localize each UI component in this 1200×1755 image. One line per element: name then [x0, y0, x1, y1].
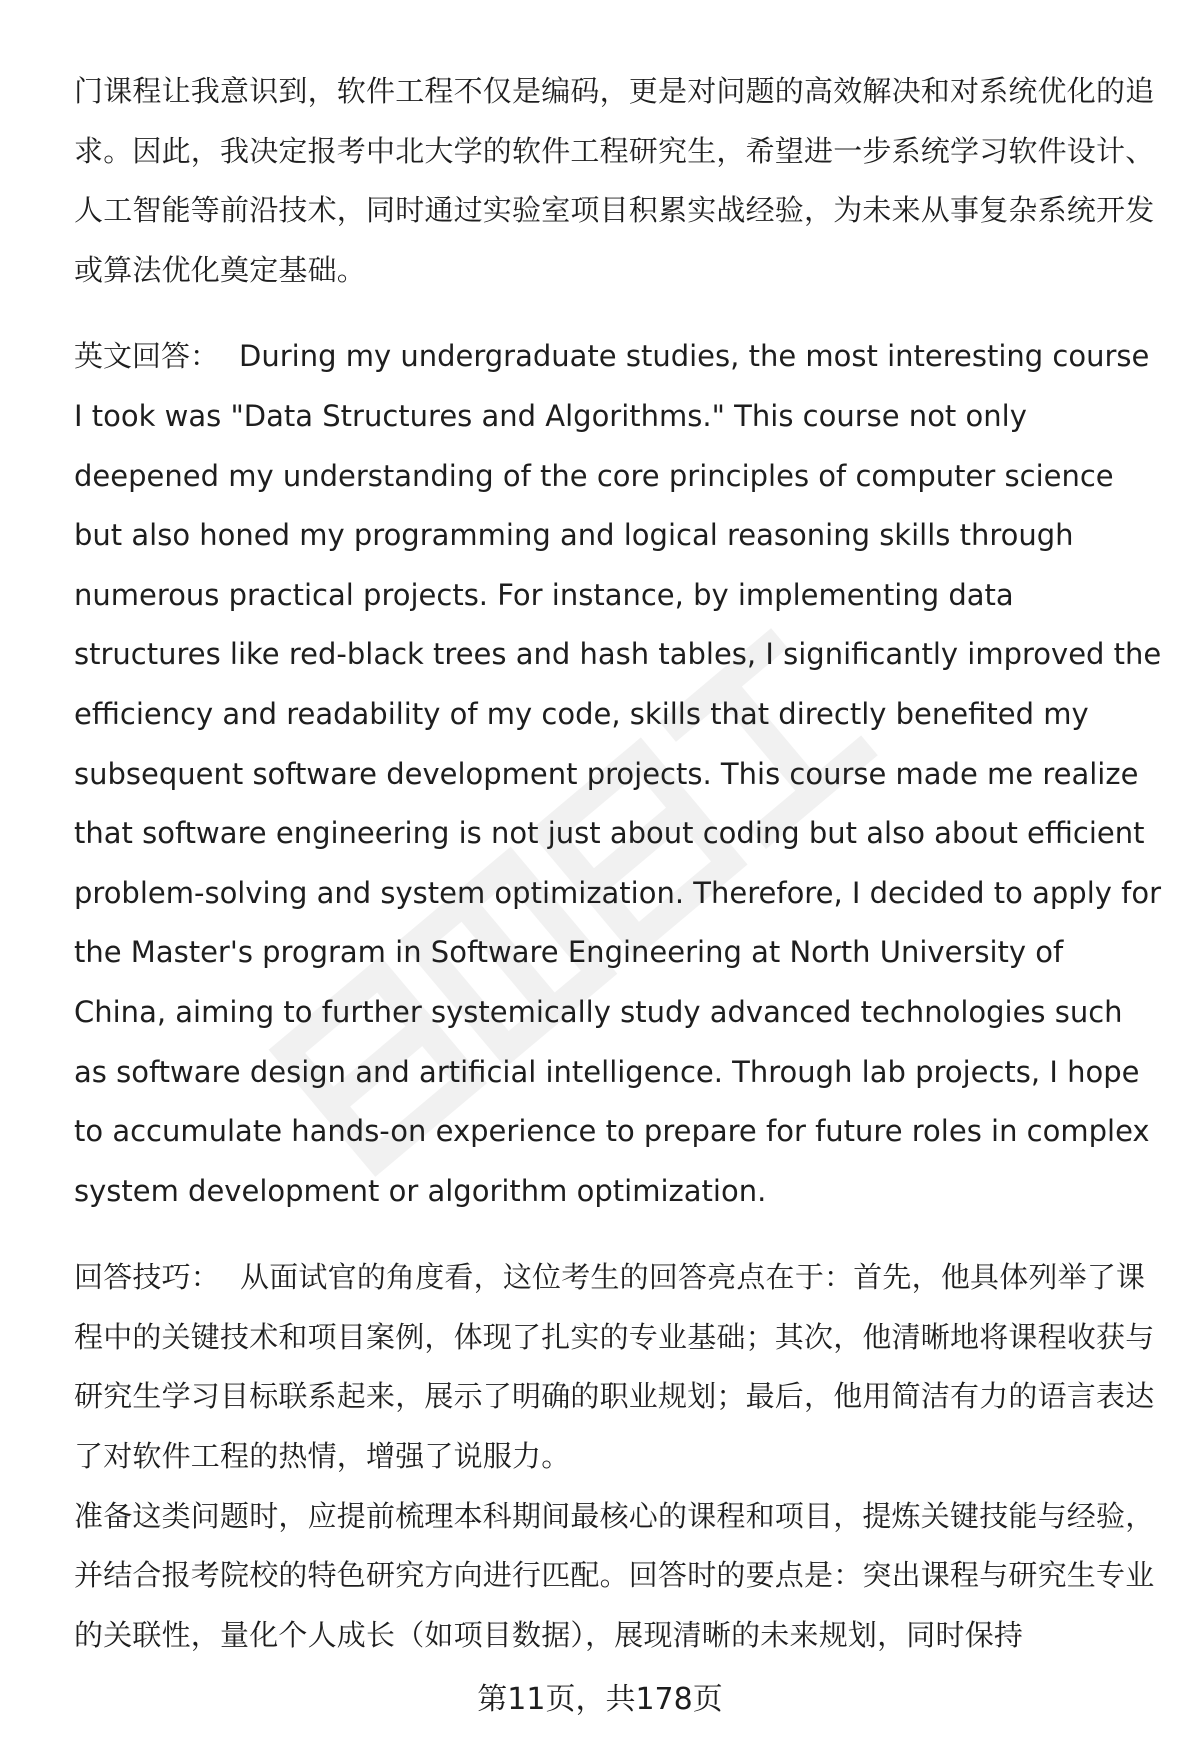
- continuation-paragraph: 门课程让我意识到，软件工程不仅是编码，更是对问题的高效解决和对系统优化的追求。因此，我决定报考中北大学的软件工程研究生，希望进一步系统学习软件设计、人工智能等前沿技术，同时通过实验室项目积累实战经验，为未来从事复杂系统开发或算法优化奠定基础。: [74, 74, 1155, 287]
- english-answer-label: 英文回答：: [74, 339, 220, 374]
- english-answer-text: During my undergraduate studies, the most interesting course I took was "Data Structures and Algorithms." This course not only deepened my understanding of the core principles of computer science but also honed my programming and logical reasoning skills through numerous practical projects. For instance, by implementing data structures like red-black trees and hash tables, I significantly improved the efficiency and readability of my code, skills that directly benefited my subsequent software development projects. This course made me realize that software engineering is not just about coding but also about efficient problem-solving and system optimization. Therefore, I decided to apply for the Master's program in Software Engineering at North University of China, aiming to further systemically study advanced technologies such as software design and artificial intelligence. Through lab projects, I hope to accumulate hands-on experience to prepare for future roles in complex system development or algorithm optimization.: [74, 339, 1162, 1208]
- document-page: [74, 62, 1164, 1665]
- answer-tips-label: 回答技巧：: [74, 1260, 221, 1295]
- preparation-paragraph: 准备这类问题时，应提前梳理本科期间最核心的课程和项目，提炼关键技能与经验，并结合报考院校的特色研究方向进行匹配。回答时的要点是：突出课程与研究生专业的关联性，量化个人成长（如项目数据），展现清晰的未来规划，同时保持: [74, 1498, 1155, 1652]
- answer-tips-text: 从面试官的角度看，这位考生的回答亮点在于：首先，他具体列举了课程中的关键技术和项目案例，体现了扎实的专业基础；其次，他清晰地将课程收获与研究生学习目标联系起来，展示了明确的职业规划；最后，他用简洁有力的语言表达了对软件工程的热情，增强了说服力。: [74, 1260, 1155, 1474]
- page-indicator: 第11页，共178页: [477, 1682, 723, 1717]
- english-answer-paragraph: [74, 327, 1164, 1221]
- answer-tips-paragraph: [74, 1248, 1164, 1486]
